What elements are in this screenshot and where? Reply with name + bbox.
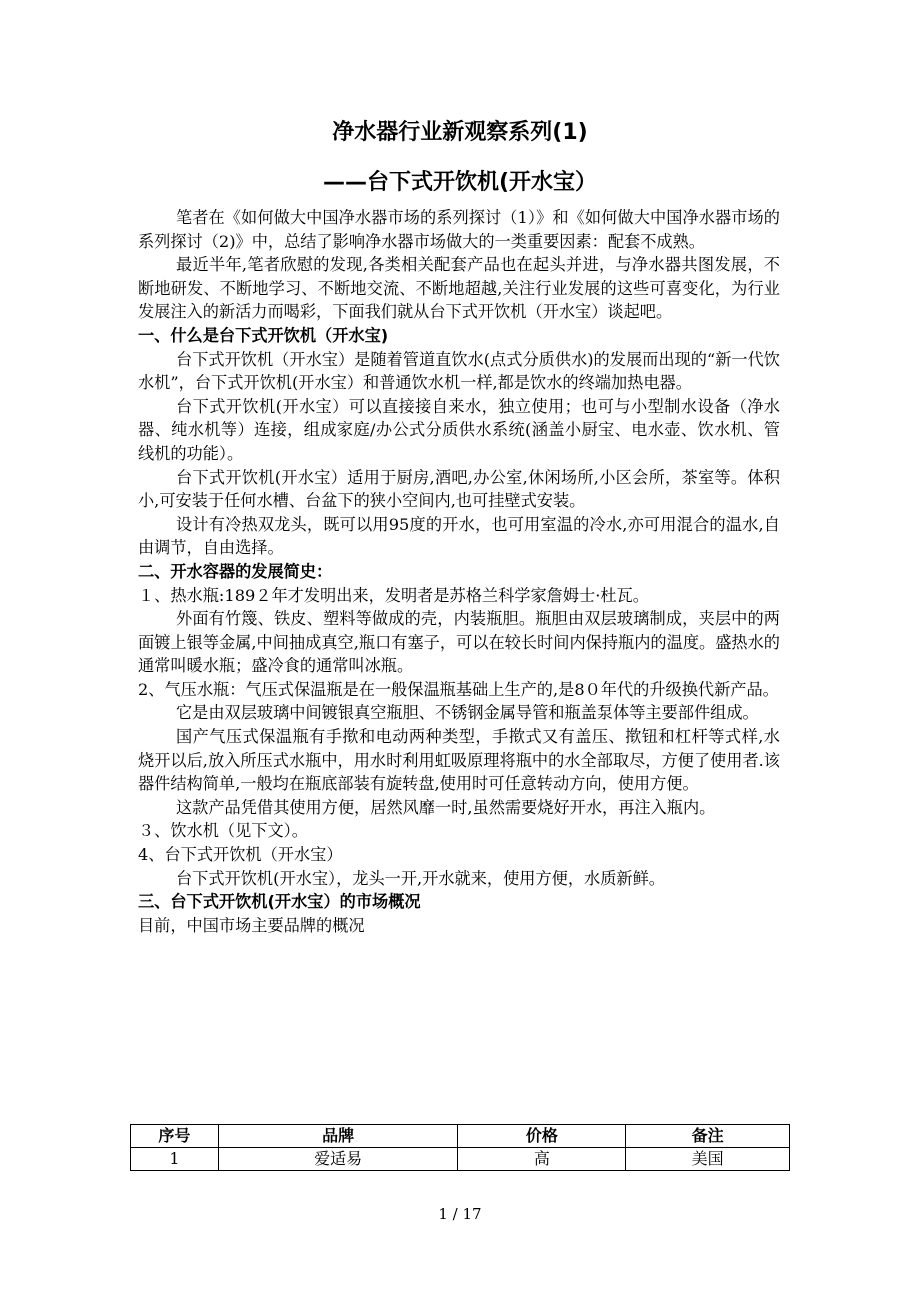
paragraph-intro: 笔者在《如何做大中国净水器市场的系列探讨（1）》和《如何做大中国净水器市场的系列探讨（2)》中，总结了影响净水器市场做大的一类重要因素：配套不成熟。 (138, 208, 780, 251)
table-cell: 1 (131, 1148, 219, 1171)
paragraph: 国产气压式保温瓶有手揿和电动两种类型，手揿式又有盖压、揿钮和杠杆等式样,水烧开以后,放入所压式水瓶中，用水时利用虹吸原理将瓶中的水全部取尽，方便了使用者.该器件结构简单,一般均在瓶底部装有旋转盘,使用时可任意转动方向，使用方便。 (138, 727, 780, 794)
paragraph: 台下式开饮机(开水宝）适用于厨房,酒吧,办公室,休闲场所,小区会所，茶室等。体积小,可安装于任何水槽、台盆下的狭小空间内,也可挂壁式安装。 (138, 467, 780, 511)
column-header-index: 序号 (131, 1125, 219, 1148)
list-item-air-pot: 2、气压水瓶：气压式保温瓶是在一般保温瓶基础上生产的,是8０年代的升级换代新产品。 (138, 679, 779, 699)
paragraph: 台下式开饮机(开水宝），龙头一开,开水就来，使用方便，水质新鲜。 (176, 868, 665, 888)
paragraph-recent: 最近半年,笔者欣慰的发现,各类相关配套产品也在起头并进，与净水器共图发展，不断地研发、不断地学习、不断地交流、不断地超越,关注行业发展的这些可喜变化，为行业发展注入的新活力而喝彩，下面我们就从台下式开饮机（开水宝）谈起吧。 (138, 255, 780, 322)
paragraph: 台下式开饮机(开水宝）可以直接接自来水，独立使用；也可与小型制水设备（净水器、纯水机等）连接，组成家庭/办公式分质供水系统(涵盖小厨宝、电水壶、饮水机、管线机的功能）。 (138, 396, 780, 463)
table-cell: 爱适易 (218, 1148, 458, 1171)
column-header-brand: 品牌 (218, 1125, 458, 1148)
paragraph: 外面有竹篾、铁皮、塑料等做成的壳，内装瓶胆。瓶胆由双层玻璃制成，夹层中的两面镀上银等金属,中间抽成真空,瓶口有塞子，可以在较长时间内保持瓶内的温度。盛热水的通常叫暖水瓶；盛冷食的通常叫冰瓶。 (138, 609, 780, 676)
column-header-note: 备注 (626, 1125, 790, 1148)
table-row (131, 1148, 790, 1171)
section-heading-1: 一、什么是台下式开饮机（开水宝) (138, 325, 389, 345)
list-item-dispenser: ３、饮水机（见下文）。 (138, 821, 308, 841)
document-subtitle: ——台下式开饮机(开水宝） (322, 170, 598, 195)
page-number: 1 / 17 (438, 1205, 482, 1223)
section-heading-3: 三、台下式开饮机(开水宝）的市场概况 (138, 892, 421, 912)
brand-table (130, 1124, 790, 1171)
paragraph: 这款产品凭借其使用方便，居然风靡一时,虽然需要烧好开水，再注入瓶内。 (176, 797, 716, 817)
column-header-price: 价格 (458, 1125, 626, 1148)
list-item-thermos: １、热水瓶:189２年才发明出来，发明者是苏格兰科学家詹姆士·杜瓦。 (138, 585, 649, 605)
table-cell: 美国 (626, 1148, 790, 1171)
document-title: 净水器行业新观察系列(1) (332, 120, 588, 145)
paragraph: 设计有冷热双龙头，既可以用95度的开水，也可用室温的冷水,亦可用混合的温水,自由调节，自由选择。 (138, 514, 780, 558)
paragraph-table-intro: 目前，中国市场主要品牌的概况 (138, 915, 365, 935)
paragraph: 它是由双层玻璃中间镀银真空瓶胆、不锈钢金属导管和瓶盖泵体等主要部件组成。 (176, 703, 759, 723)
list-item-under-sink: 4、台下式开饮机（开水宝） (138, 845, 343, 865)
table-cell: 高 (458, 1148, 626, 1171)
paragraph: 台下式开饮机（开水宝）是随着管道直饮水(点式分质供水)的发展而出现的“新一代饮水机”，台下式开饮机(开水宝）和普通饮水机一样,都是饮水的终端加热电器。 (138, 349, 780, 393)
document-body (138, 206, 780, 937)
table-header-row (131, 1125, 790, 1148)
section-heading-2: 二、开水容器的发展简史： (138, 561, 333, 581)
